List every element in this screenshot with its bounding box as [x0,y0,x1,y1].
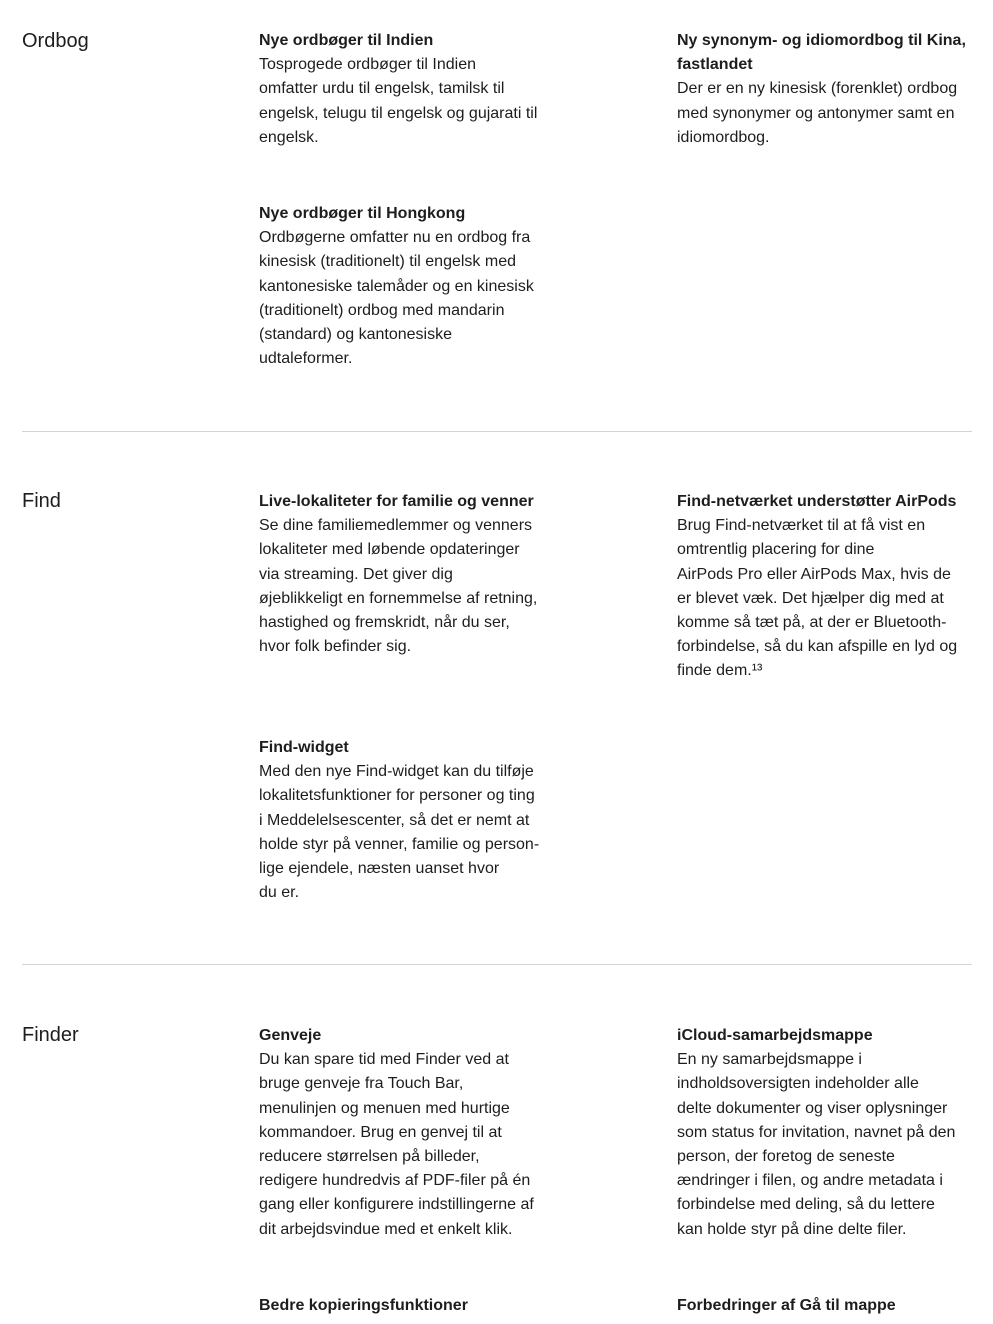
feature-body: En ny samarbejdsmappe i indholdsoversigten indeholder alle delte dokumenter og viser oplysninger som status for invitation, navnet på den person, der foretog de seneste ændringer i filen, og andre metadata i forbindelse med deling, så du lettere kan holde styr på dine delte filer. [677,1051,956,1238]
feature-find-widget [259,736,559,905]
feature-title: Genveje [259,1027,322,1044]
feature-title: Find-widget [259,739,349,756]
feature-india-dictionaries [259,29,559,150]
feature-china-thesaurus [677,29,977,150]
feature-title: Find-netværket understøtter AirPods [677,493,957,510]
section-divider [22,964,972,965]
feature-better-copying [259,1294,559,1318]
feature-title: Forbedringer af Gå til mappe [677,1297,896,1314]
feature-find-network-airpods [677,490,977,684]
section-divider [22,431,972,432]
section-title-finder: Finder [22,1024,79,1046]
feature-body: Brug Find-netværket til at få vist en omtrentlig placering for dine AirPods Pro eller AirPods Max, hvis de er blevet væk. Det hjælper dig med at komme så tæt på, at der er Bluetooth- forbindelse, så du kan afspille en lyd og finde dem.¹³ [677,517,958,680]
section-title-find: Find [22,490,61,512]
feature-go-to-folder [677,1294,977,1318]
feature-body: Du kan spare tid med Finder ved at bruge genveje fra Touch Bar, menulinjen og menuen med hurtige kommandoer. Brug en genvej til at reducere størrelsen på billeder, redigere hundredvis af PDF-filer på én gang eller konfigurere indstillingerne af dit arbejdsvindue med et enkelt klik. [259,1051,534,1238]
feature-body: Tosprogede ordbøger til Indien omfatter urdu til engelsk, tamilsk til engelsk, telugu til engelsk og gujarati til engelsk. [259,56,538,146]
feature-body: Med den nye Find-widget kan du tilføje lokalitetsfunktioner for personer og ting i Meddelelsescenter, så det er nemt at holde styr på venner, familie og person- lige ejendele, næsten uanset hvor du er. [259,763,540,902]
feature-body: Se dine familiemedlemmer og venners lokaliteter med løbende opdateringer via streaming. Det giver dig øjeblikkeligt en fornemmelse af retning, hastighed og fremskridt, når du ser, hvor folk befinder sig. [259,517,538,656]
feature-live-locations [259,490,559,659]
feature-title: Bedre kopieringsfunktioner [259,1297,468,1314]
feature-title: Ny synonym- og idiomordbog til Kina, fastlandet [677,32,966,74]
feature-body: Der er en ny kinesisk (forenklet) ordbog med synonymer og antonymer samt en idiomordbog. [677,80,958,146]
feature-hongkong-dictionaries [259,202,559,371]
feature-title: iCloud-samarbejdsmappe [677,1027,873,1044]
feature-body: Ordbøgerne omfatter nu en ordbog fra kinesisk (traditionelt) til engelsk med kantonesiske talemåder og en kinesisk (traditionelt) ordbog med mandarin (standard) og kantonesiske udtaleformer. [259,229,534,368]
feature-title: Live-lokaliteter for familie og venner [259,493,534,510]
feature-title: Nye ordbøger til Indien [259,32,434,49]
feature-icloud-shared-folder [677,1024,977,1242]
feature-title: Nye ordbøger til Hongkong [259,205,466,222]
section-title-ordbog: Ordbog [22,30,89,52]
feature-shortcuts [259,1024,559,1242]
